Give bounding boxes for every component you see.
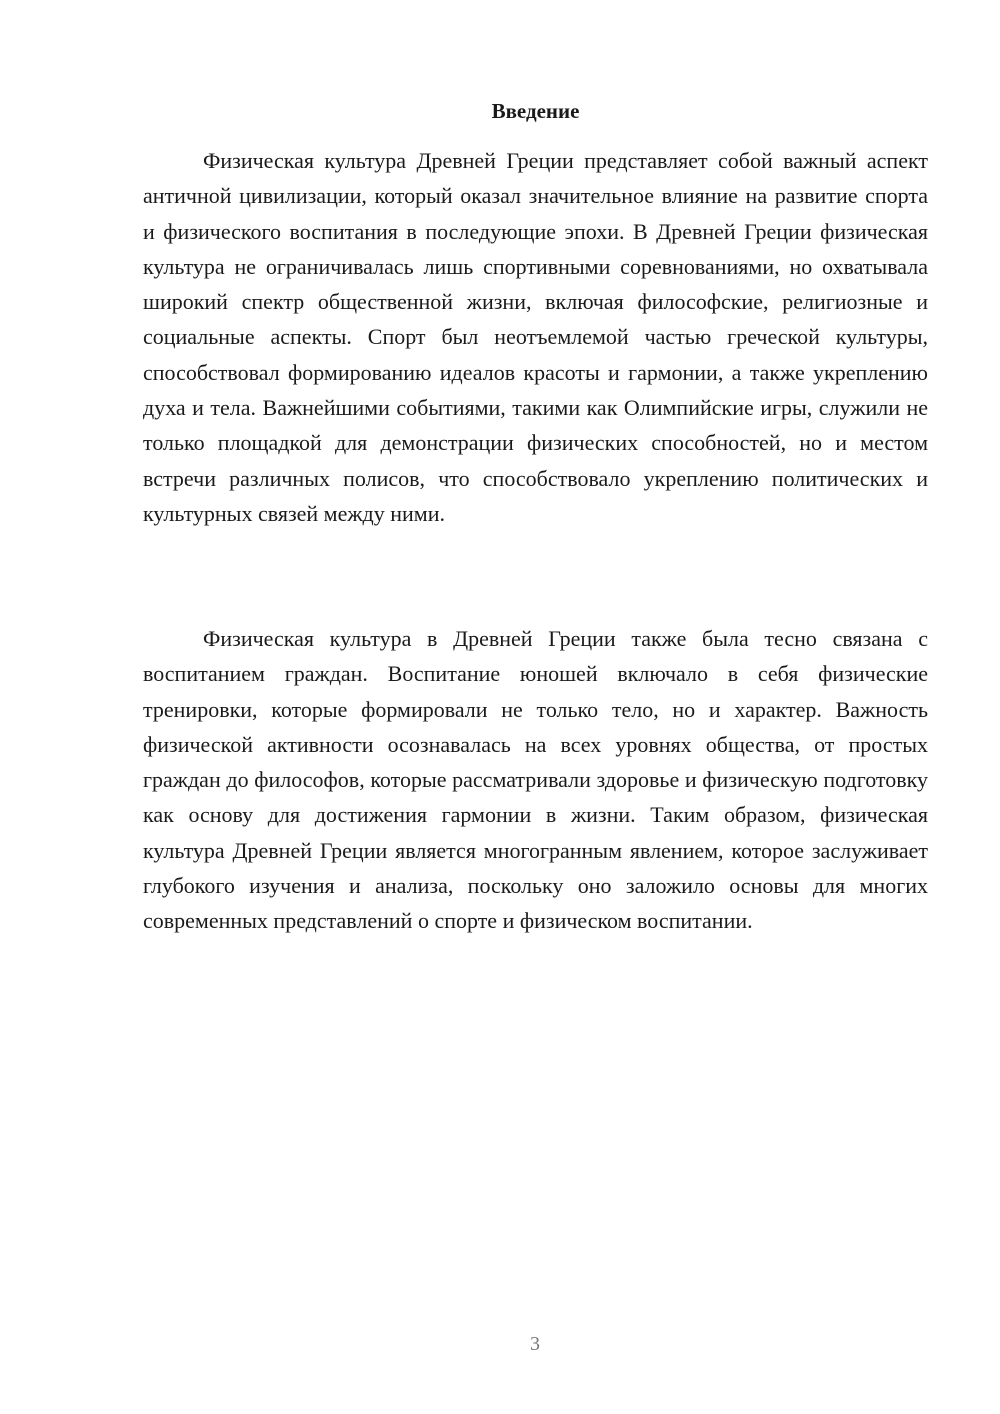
paragraph-1: Физическая культура Древней Греции представляет собой важный аспект античной цивилизации, который оказал значительное влияние на развитие спорта и физического воспитания в последующие эпохи. В Древней Греции физическая культура не ограничивалась лишь спортивными соревнованиями, но охватывала широкий спектр общественной жизни, включая философские, религиозные и социальные аспекты. Спорт был неотъемлемой частью греческой культуры, способствовал формированию идеалов красоты и гармонии, а также укреплению духа и тела. Важнейшими событиями, такими как Олимпийские игры, служили не только площадкой для демонстрации физических способностей, но и местом встречи различных полисов, что способствовало укреплению политических и культурных связей между ними. xyxy=(143,148,928,526)
page-number: 3 xyxy=(530,1333,540,1355)
paragraph-2: Физическая культура в Древней Греции также была тесно связана с воспитанием граждан. Воспитание юношей включало в себя физические тренировки, которые формировали не только тело, но и характер. Важность физической активности осознавалась на всех уровнях общества, от простых граждан до философов, которые рассматривали здоровье и физическую подготовку как основу для достижения гармонии в жизни. Таким образом, физическая культура Древней Греции является многогранным явлением, которое заслуживает глубокого изучения и анализа, поскольку оно заложило основы для многих современных представлений о спорте и физическом воспитании. xyxy=(143,626,928,934)
section-heading: Введение xyxy=(491,99,580,123)
